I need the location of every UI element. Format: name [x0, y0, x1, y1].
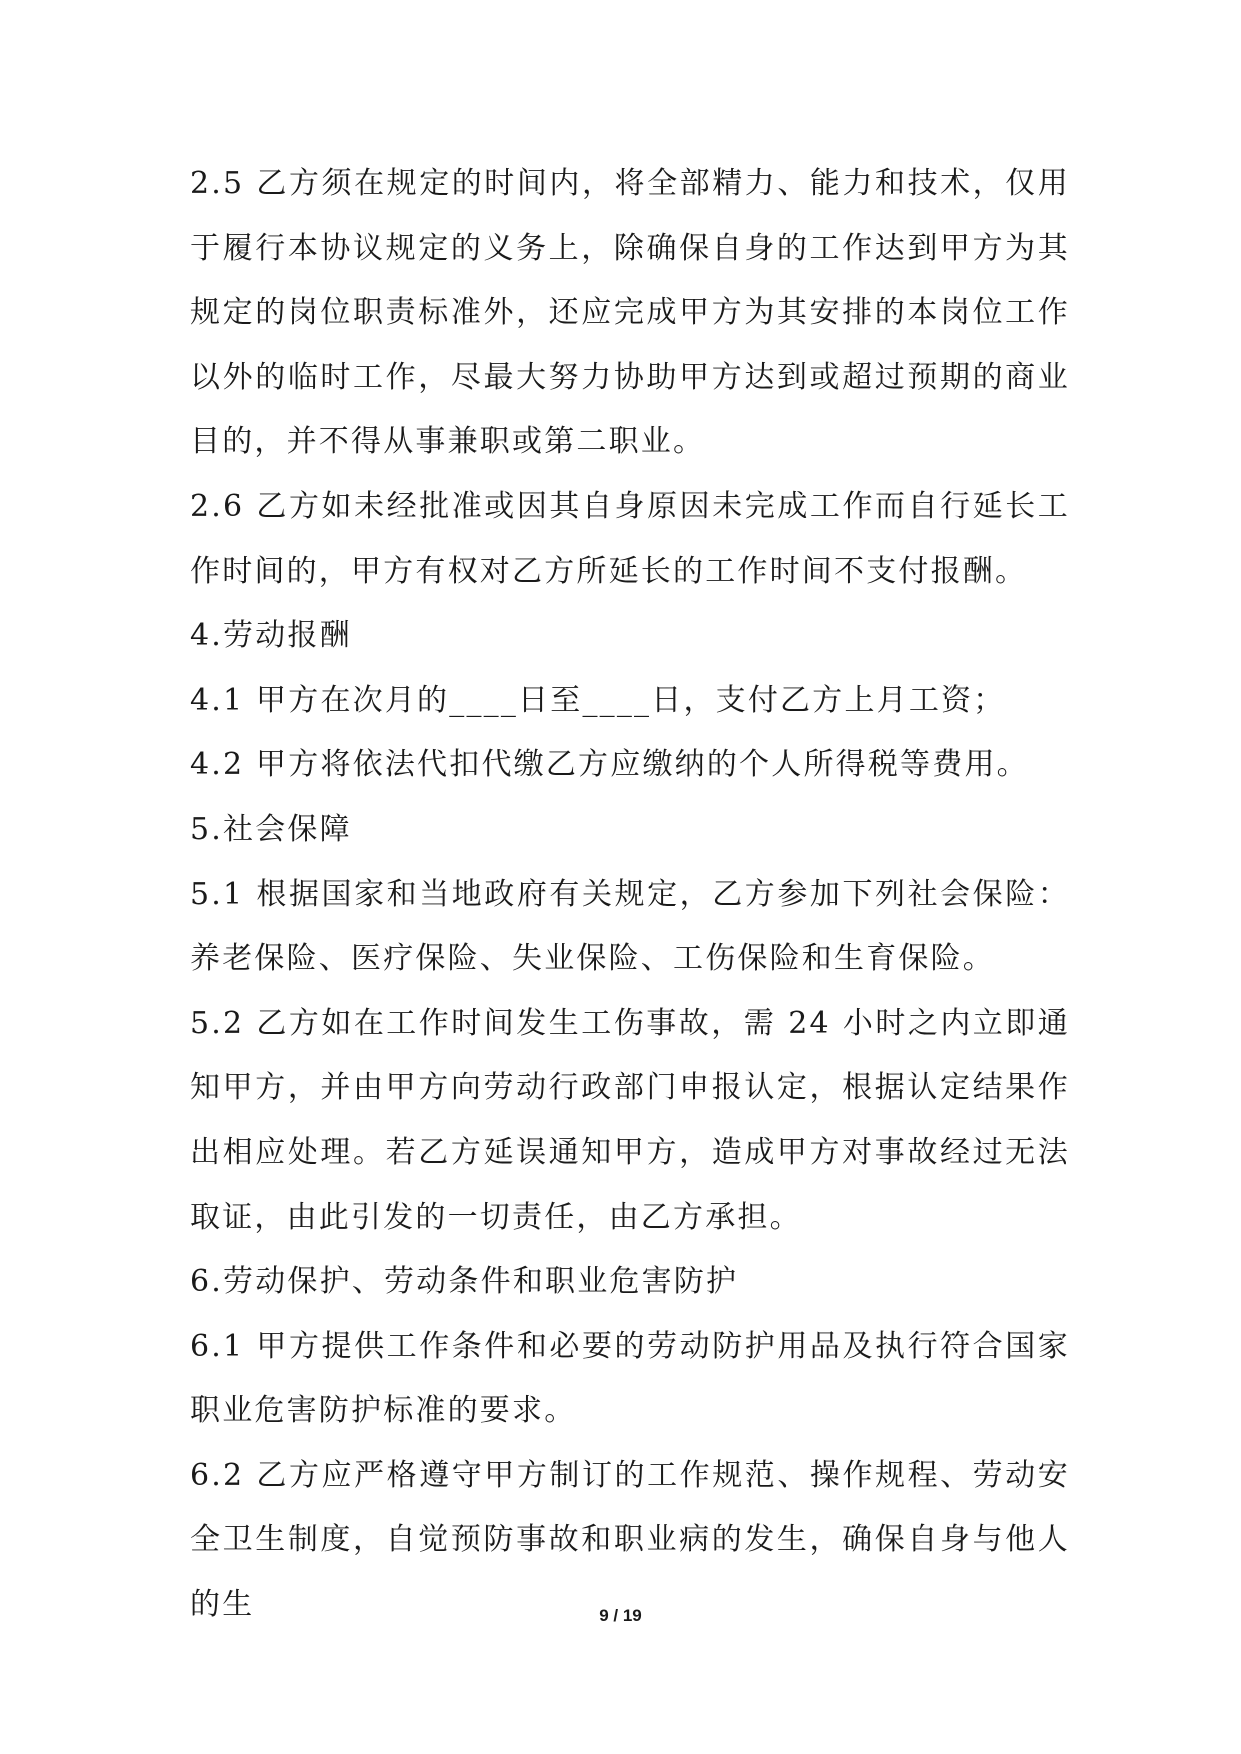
clause-5-1: 5.1 根据国家和当地政府有关规定，乙方参加下列社会保险：养老保险、医疗保险、失业保险、工伤保险和生育保险。 [190, 876, 1070, 977]
section-heading-5: 5.社会保障 [190, 811, 352, 847]
clause-4-2: 4.2 甲方将依法代扣代缴乙方应缴纳的个人所得税等费用。 [190, 747, 1029, 783]
clause-2-5: 2.5 乙方须在规定的时间内，将全部精力、能力和技术，仅用于履行本协议规定的义务上，除确保自身的工作达到甲方为其规定的岗位职责标准外，还应完成甲方为其安排的本岗位工作以外的临时工作，尽最大努力协助甲方达到或超过预期的商业目的，并不得从事兼职或第二职业。 [190, 166, 1070, 460]
clause-4-1: 4.1 甲方在次月的____日至____日，支付乙方上月工资； [190, 682, 1006, 718]
section-heading-6: 6.劳动保护、劳动条件和职业危害防护 [190, 1264, 739, 1300]
clause-2-6: 2.6 乙方如未经批准或因其自身原因未完成工作而自行延长工作时间的，甲方有权对乙方所延长的工作时间不支付报酬。 [190, 488, 1070, 589]
clause-5-2: 5.2 乙方如在工作时间发生工伤事故，需 24 小时之内立即通知甲方，并由甲方向劳动行政部门申报认定，根据认定结果作出相应处理。若乙方延误通知甲方，造成甲方对事故经过无法取证，由此引发的一切责任，由乙方承担。 [190, 1005, 1070, 1235]
clause-6-1: 6.1 甲方提供工作条件和必要的劳动防护用品及执行符合国家职业危害防护标准的要求。 [190, 1328, 1070, 1429]
document-body [190, 152, 1070, 1638]
section-heading-4: 4.劳动报酬 [190, 618, 352, 654]
page-number: 9 / 19 [599, 1606, 642, 1625]
clause-6-2: 6.2 乙方应严格遵守甲方制订的工作规范、操作规程、劳动安全卫生制度，自觉预防事故和职业病的发生，确保自身与他人的生 [190, 1457, 1070, 1623]
